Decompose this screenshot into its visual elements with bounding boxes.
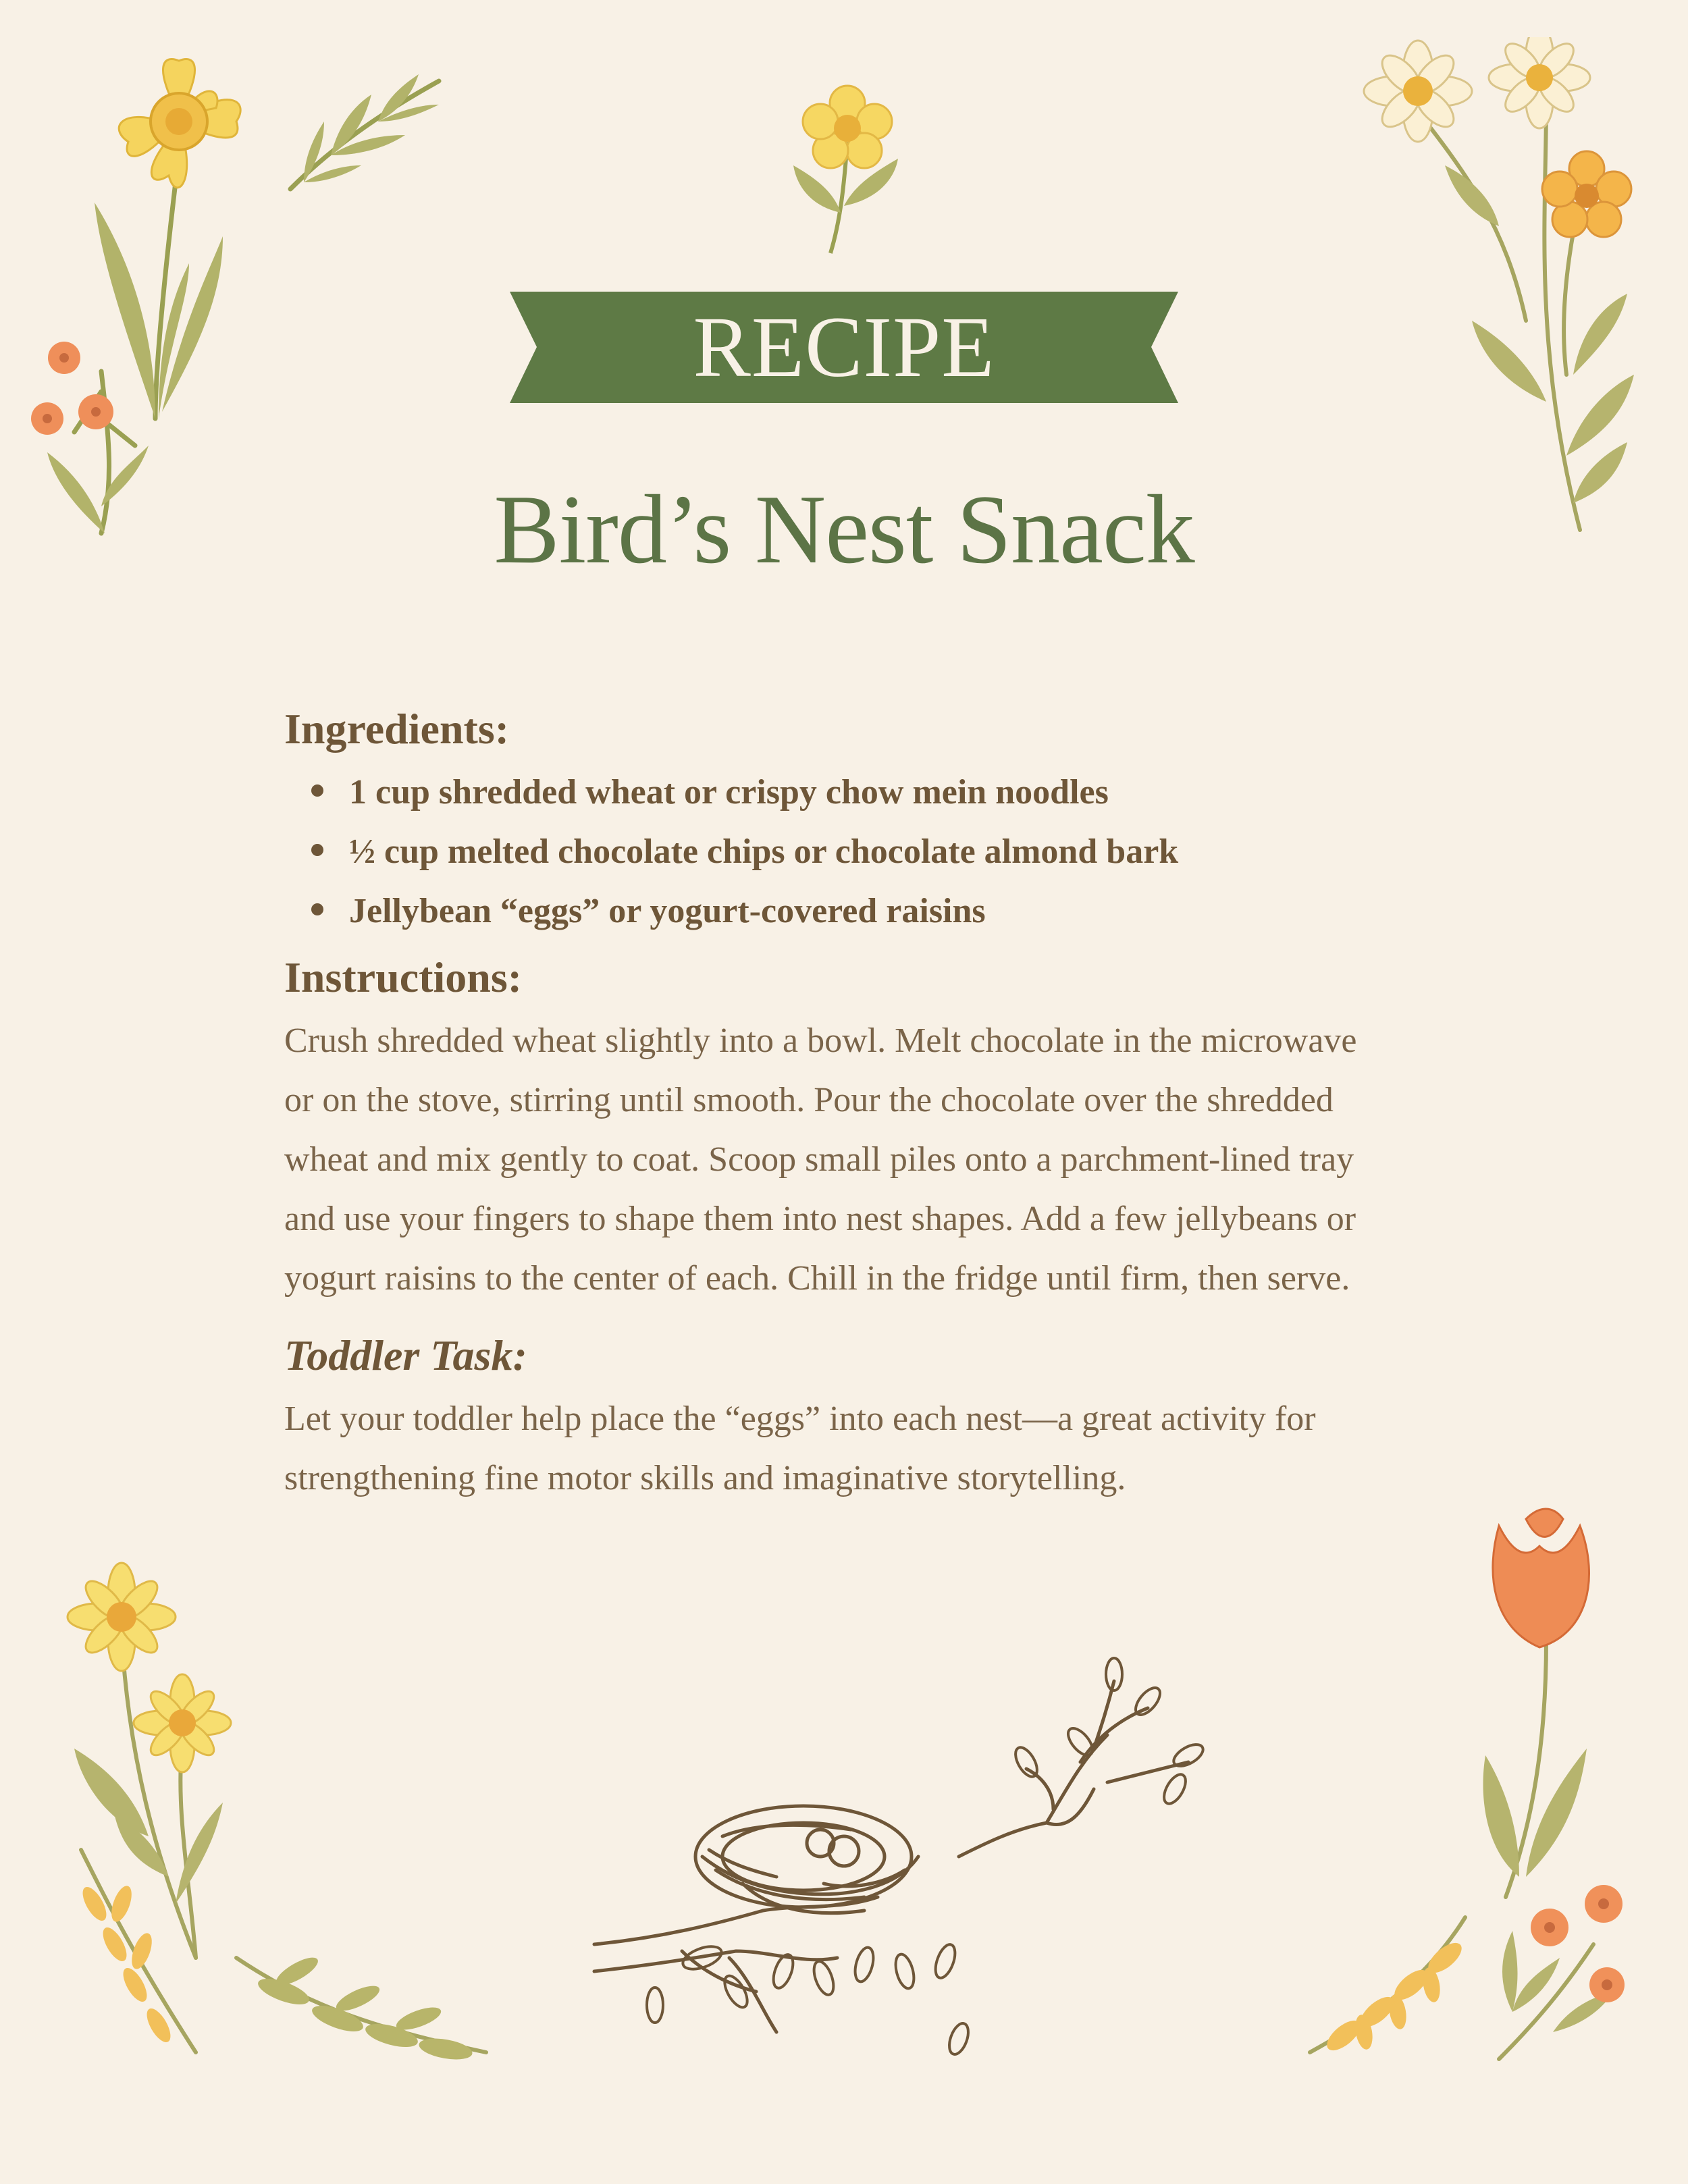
instructions-line: wheat and mix gently to coat. Scoop small piles onto a parchment-lined tray	[284, 1140, 1354, 1179]
toddler-task-line: Let your toddler help place the “eggs” into each nest—a great activity for	[284, 1400, 1316, 1438]
bullet-icon	[311, 784, 323, 797]
banner-label: RECIPE	[693, 299, 995, 395]
instructions-line: and use your fingers to shape them into nest shapes. Add a few jellybeans or	[284, 1200, 1356, 1238]
bullet-icon	[311, 903, 323, 915]
list-item	[311, 822, 1432, 882]
daisy-icon	[41, 1553, 513, 2066]
instructions-line: yogurt raisins to the center of each. Chill in the fridge until firm, then serve.	[284, 1259, 1350, 1298]
ingredient-text: ½ cup melted chocolate chips or chocolate almond bark	[349, 832, 1179, 871]
toddler-task-line: strengthening fine motor skills and imaginative storytelling.	[284, 1459, 1126, 1497]
page-title: Bird’s Nest Snack	[494, 475, 1194, 584]
yellow-flower-icon	[783, 78, 918, 260]
ingredients-list	[284, 763, 1432, 941]
recipe-content	[284, 695, 1432, 1508]
bullet-icon	[311, 844, 323, 856]
ingredient-text: 1 cup shredded wheat or crispy chow mein noodles	[349, 773, 1109, 811]
ingredients-heading: Ingredients:	[284, 705, 510, 753]
instructions-text	[284, 1011, 1432, 1308]
list-item	[311, 882, 1432, 941]
instructions-line: Crush shredded wheat slightly into a bowl. Melt chocolate in the microwave	[284, 1021, 1357, 1060]
instructions-heading: Instructions:	[284, 953, 523, 1001]
daisy-bouquet-icon	[1344, 37, 1668, 537]
instructions-line: or on the stove, stirring until smooth. Pour the chocolate over the shredded	[284, 1081, 1334, 1119]
bird-nest-icon	[581, 1654, 1256, 2073]
ingredient-text: Jellybean “eggs” or yogurt-covered raisins	[349, 892, 986, 930]
toddler-task-heading: Toddler Task:	[284, 1331, 527, 1379]
list-item	[311, 763, 1432, 822]
tulip-icon	[1296, 1499, 1647, 2079]
toddler-task-text	[284, 1389, 1432, 1508]
recipe-banner	[510, 292, 1178, 403]
